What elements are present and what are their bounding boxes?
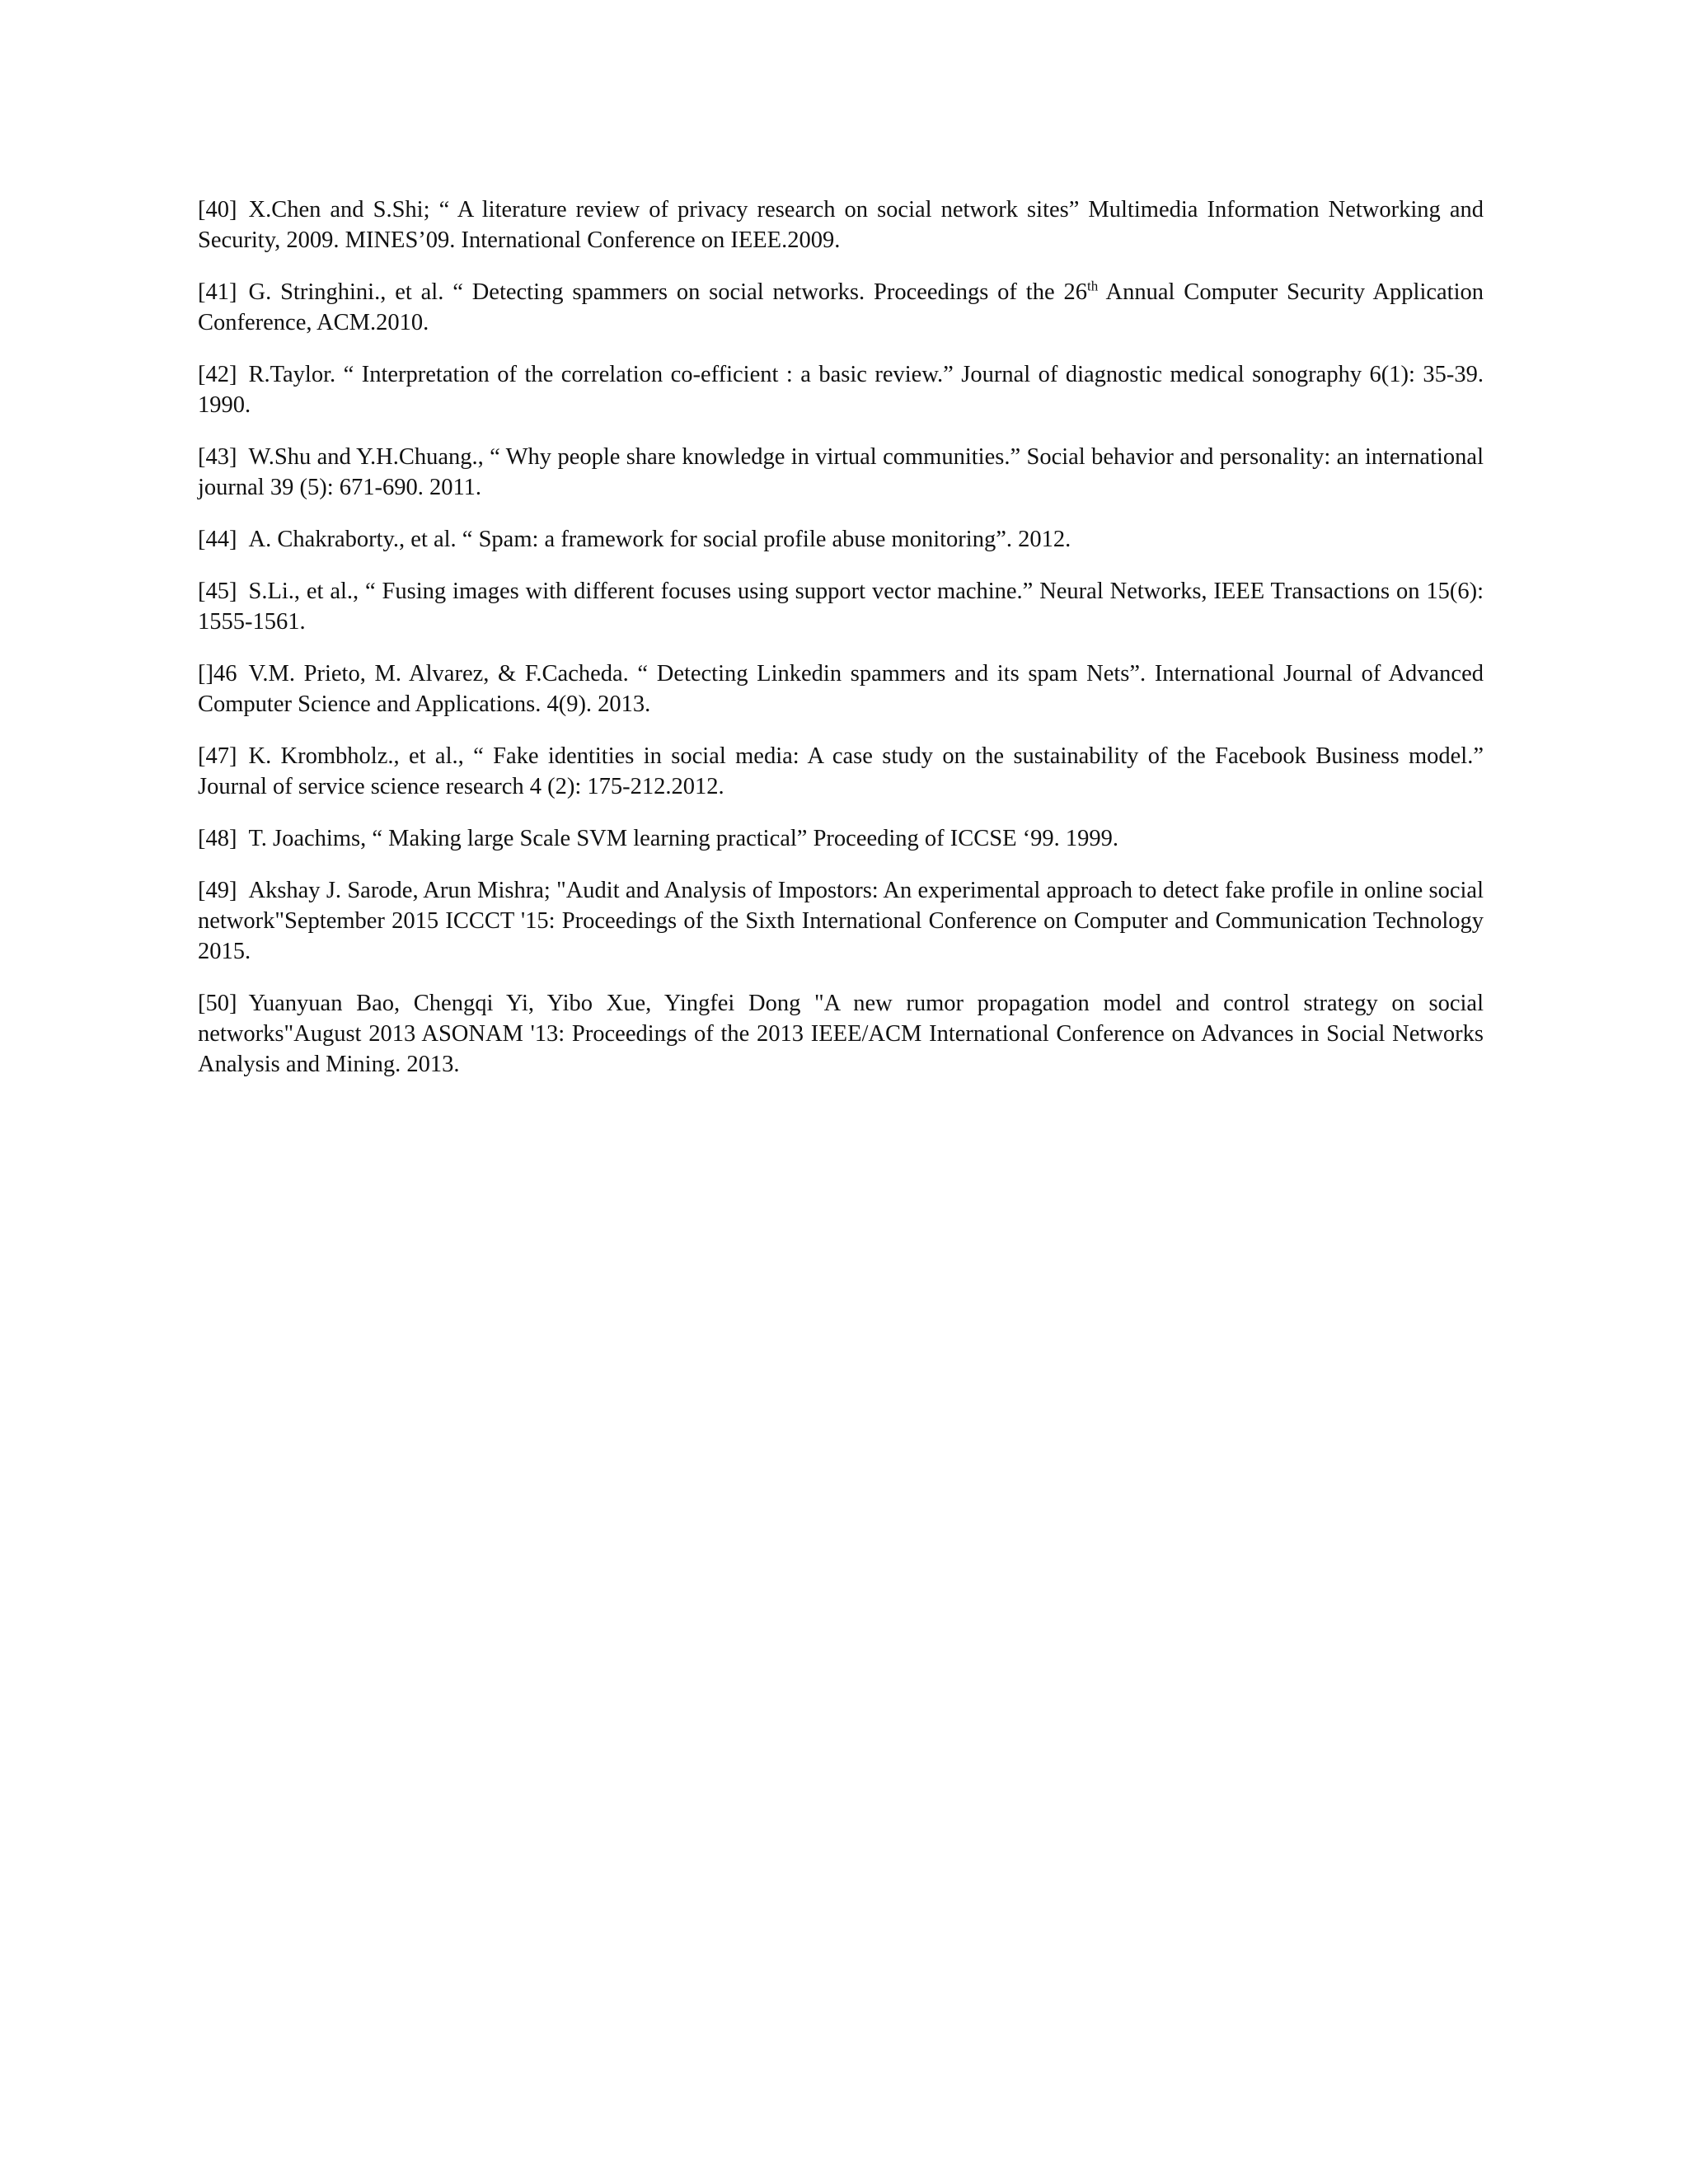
reference-number: []46	[198, 661, 237, 687]
reference-text-part: G. Stringhini., et al. “ Detecting spammers on social networks. Proceedings of the 26	[248, 279, 1087, 305]
reference-item-46	[198, 658, 1484, 719]
reference-item-45	[198, 576, 1484, 637]
reference-number: [40]	[198, 197, 237, 223]
reference-text: T. Joachims, “ Making large Scale SVM learning practical” Proceeding of ICCSE ‘99. 1999.	[248, 826, 1119, 851]
reference-item-48	[198, 823, 1484, 854]
reference-item-44	[198, 524, 1484, 555]
reference-number: [48]	[198, 826, 237, 851]
reference-item-42	[198, 359, 1484, 420]
reference-number: [43]	[198, 444, 237, 470]
reference-item-40	[198, 194, 1484, 255]
reference-text: W.Shu and Y.H.Chuang., “ Why people share knowledge in virtual communities.” Social behavior and personality: an international journal 39 (5): 671-690. 2011.	[198, 444, 1484, 500]
reference-text: Akshay J. Sarode, Arun Mishra; "Audit and Analysis of Impostors: An experimental approach to detect fake profile in online social network"September 2015 ICCCT '15: Proceedings of the Sixth International Conference on Computer and Communication Technology 2015.	[198, 878, 1484, 964]
reference-text: X.Chen and S.Shi; “ A literature review of privacy research on social network sites” Multimedia Information Networking and Security, 2009. MINES’09. International Conference on IEEE.2009.	[198, 197, 1484, 253]
reference-text: V.M. Prieto, M. Alvarez, & F.Cacheda. “ Detecting Linkedin spammers and its spam Nets”. International Journal of Advanced Computer Science and Applications. 4(9). 2013.	[198, 661, 1484, 717]
reference-text: R.Taylor. “ Interpretation of the correlation co-efficient : a basic review.” Journal of diagnostic medical sonography 6(1): 35-39. 1990.	[198, 362, 1484, 418]
reference-text-part: Annual Computer Security Application Conference, ACM.2010.	[198, 279, 1484, 335]
reference-list	[198, 194, 1484, 1101]
reference-item-50	[198, 988, 1484, 1080]
reference-item-47	[198, 741, 1484, 802]
reference-text: K. Krombholz., et al., “ Fake identities in social media: A case study on the sustainability of the Facebook Business model.” Journal of service science research 4 (2): 175-212.2012.	[198, 743, 1484, 799]
reference-number: [42]	[198, 362, 237, 387]
reference-number: [47]	[198, 743, 237, 769]
reference-text: Yuanyuan Bao, Chengqi Yi, Yibo Xue, Yingfei Dong "A new rumor propagation model and control strategy on social networks"August 2013 ASONAM '13: Proceedings of the 2013 IEEE/ACM International Conference on Advances in Social Networks Analysis and Mining. 2013.	[198, 991, 1484, 1077]
reference-number: [49]	[198, 878, 237, 903]
reference-number: [45]	[198, 579, 237, 604]
reference-item-43	[198, 442, 1484, 503]
reference-text: A. Chakraborty., et al. “ Spam: a framework for social profile abuse monitoring”. 2012.	[248, 527, 1071, 552]
reference-number: [41]	[198, 279, 237, 305]
reference-text: S.Li., et al., “ Fusing images with different focuses using support vector machine.” Neural Networks, IEEE Transactions on 15(6): 1555-1561.	[198, 579, 1484, 635]
reference-number: [44]	[198, 527, 237, 552]
reference-item-49	[198, 875, 1484, 967]
reference-number: [50]	[198, 991, 237, 1016]
reference-item-41	[198, 277, 1484, 338]
ordinal-superscript: th	[1087, 278, 1099, 294]
